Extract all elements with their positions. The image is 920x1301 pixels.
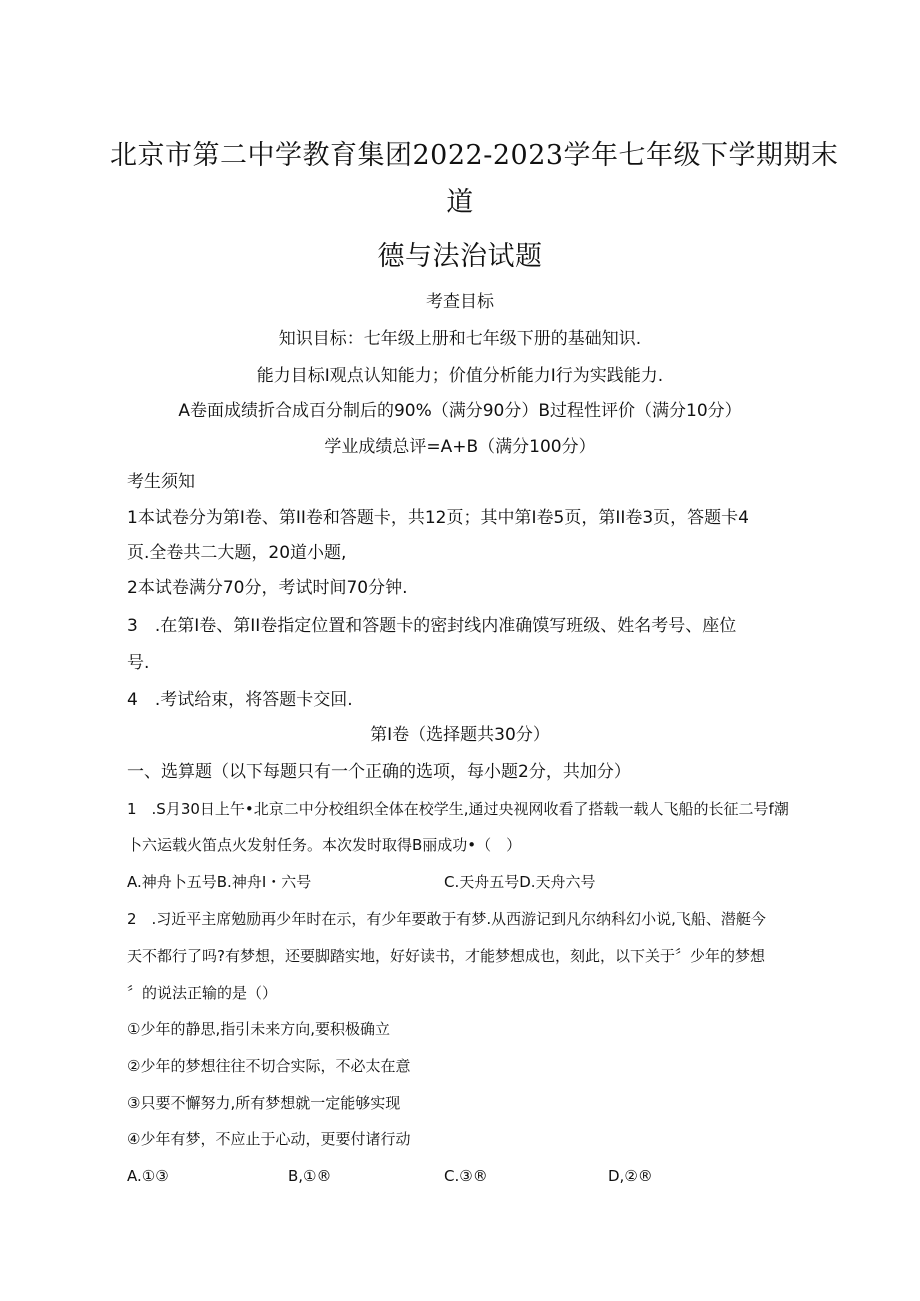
- notice-item-3-line-2: 号.: [127, 653, 150, 673]
- score-composition: A卷面成绩折合成百分制后的90%（满分90分）B过程性评价（满分10分）: [178, 401, 742, 421]
- part-1-heading: 第I卷（选择题共30分）: [370, 725, 550, 745]
- notice-item-2: 2本试卷满分70分，考试时间70分钟.: [127, 578, 408, 598]
- notice-item-3-line-1: 3 .在第I卷、第II卷指定位置和答题卡的密封线内准确馍写班级、姓名考号、座位: [127, 616, 737, 636]
- exam-title-line-2: 道: [446, 187, 474, 218]
- exam-title-line-1: 北京市第二中学教育集团2022-2023学年七年级下学期期末: [110, 140, 839, 171]
- knowledge-objective: 知识目标：七年级上册和七年级下册的基础知识.: [278, 329, 642, 349]
- question-2-line-2: 天不都行了吗?有梦想，还要脚踏实地，好好读书，才能梦想成也，刻此，以下关于〞少年的梦想: [127, 947, 765, 965]
- notice-item-1-line-2: 页.全卷共二大题，20道小题,: [127, 543, 347, 563]
- section-1-heading: 一、选算题（以下每题只有一个正确的选项，每小题2分，共加分）: [127, 762, 631, 782]
- notice-item-1-line-1: 1本试卷分为第I卷、第II卷和答题卡，共12页；其中第I卷5页，第II卷3页，答题卡4: [127, 508, 749, 528]
- question-1-line-2: 卜六运载火笛点火发射任务。本次发时取得B丽成功•（ ）: [127, 836, 522, 854]
- question-2-line-1: 2 .习近平主席勉励再少年时在示，有少年要敢于有梦.从西游记到凡尔纳科幻小说,飞船、潜艇今: [127, 910, 766, 928]
- question-1-options-c-d: C.天舟五号D.天舟六号: [444, 873, 596, 891]
- question-1-line-1: 1 .S月30日上午•北京二中分校组织全体在校学生,通过央视网收看了搭载一载人飞船的长征二号f潮: [127, 800, 789, 818]
- question-2-statement-1: ①少年的静思,指引未来方向,要积极确立: [127, 1020, 390, 1038]
- question-2-option-b: B,①®: [288, 1167, 332, 1185]
- question-2-statement-3: ③只要不懈努力,所有梦想就一定能够实现: [127, 1094, 401, 1112]
- question-2-line-3: 〞的说法正输的是（）: [127, 984, 278, 1002]
- total-score-formula: 学业成绩总评=A+B（满分100分）: [324, 437, 596, 457]
- question-2-statement-2: ②少年的梦想往往不切合实际，不必太在意: [127, 1057, 411, 1075]
- question-2-option-c: C.③®: [444, 1167, 488, 1185]
- notice-item-4: 4 .考试给束，将答题卡交回.: [127, 690, 353, 710]
- question-1-options-a-b: A.神舟卜五号B.神舟I・六号: [127, 873, 312, 891]
- exam-title-line-3: 德与法治试题: [377, 241, 543, 272]
- question-2-option-d: D,②®: [608, 1167, 653, 1185]
- notice-heading: 考生须知: [127, 472, 195, 492]
- question-2-option-a: A.①③: [127, 1167, 169, 1185]
- question-2-statement-4: ④少年有梦，不应止于心动，更要付诸行动: [127, 1130, 411, 1148]
- ability-objective: 能力目标I观点认知能力；价值分析能力I行为实践能力.: [256, 366, 664, 386]
- objectives-heading: 考查目标: [426, 292, 494, 312]
